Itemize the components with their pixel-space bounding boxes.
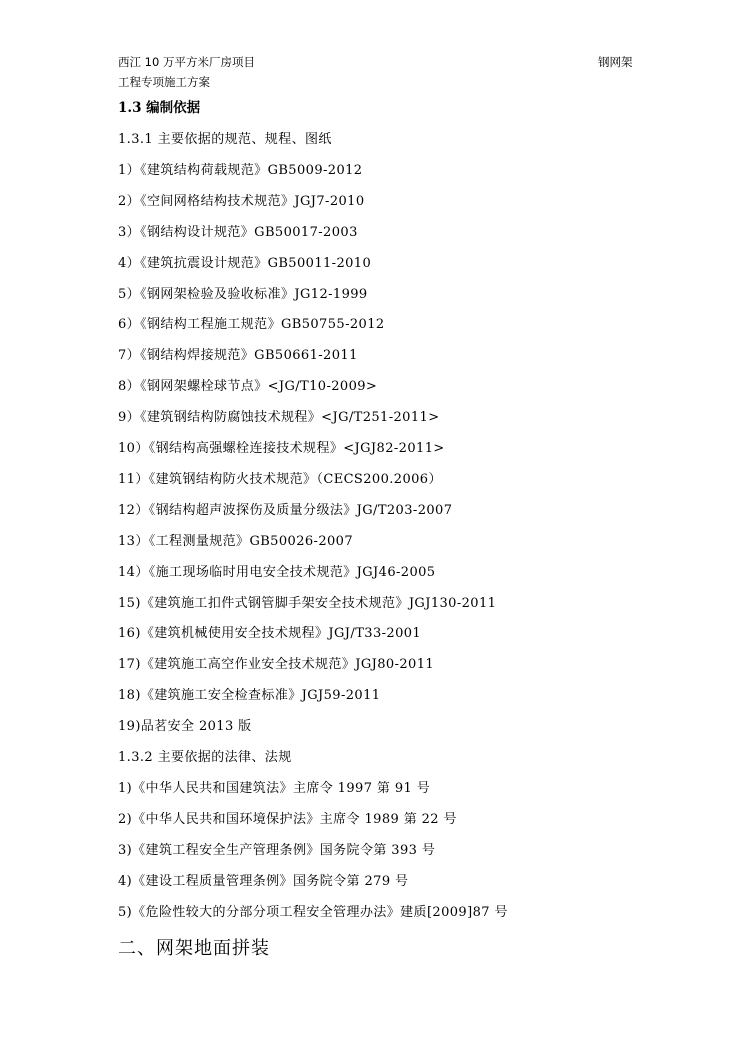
reference-item: 17)《建筑施工高空作业安全技术规范》JGJ80-2011 (118, 657, 435, 673)
reference-item: 14）《施工现场临时用电安全技术规范》JGJ46-2005 (118, 564, 436, 580)
subsection-heading: 1.3.2 主要依据的法律、法规 (118, 750, 292, 765)
header-subtitle: 工程专项施工方案 (118, 75, 210, 89)
header-document-type: 钢网架 (598, 55, 633, 69)
reference-item: 13）《工程测量规范》GB50026-2007 (118, 533, 354, 549)
reference-item: 7）《钢结构焊接规范》GB50661-2011 (118, 348, 358, 364)
reference-item: 9）《建筑钢结构防腐蚀技术规程》<JG/T251-2011> (118, 410, 440, 426)
section-title: 1.3 编制依据 (118, 100, 201, 116)
chapter-title: 二、网架地面拼装 (118, 938, 270, 959)
reference-item: 2)《中华人民共和国环境保护法》主席令 1989 第 22 号 (118, 811, 457, 827)
reference-item: 19)品茗安全 2013 版 (118, 719, 252, 735)
reference-item: 3）《钢结构设计规范》GB50017-2003 (118, 224, 358, 240)
reference-item: 15)《建筑施工扣件式钢管脚手架安全技术规范》JGJ130-2011 (118, 595, 497, 611)
reference-item: 12）《钢结构超声波探伤及质量分级法》JG/T203-2007 (118, 502, 453, 518)
reference-item: 5)《危险性较大的分部分项工程安全管理办法》建质[2009]87 号 (118, 904, 508, 920)
reference-item: 16)《建筑机械使用安全技术规程》JGJ/T33-2001 (118, 626, 422, 642)
reference-item: 4)《建设工程质量管理条例》国务院令第 279 号 (118, 873, 409, 889)
reference-item: 10）《钢结构高强螺栓连接技术规程》<JGJ82-2011> (118, 441, 445, 456)
reference-item: 8）《钢网架螺栓球节点》<JG/T10-2009> (118, 379, 378, 395)
reference-item: 1)《中华人民共和国建筑法》主席令 1997 第 91 号 (118, 780, 431, 796)
reference-item: 6）《钢结构工程施工规范》GB50755-2012 (118, 317, 385, 333)
reference-item: 5）《钢网架检验及验收标准》JG12-1999 (118, 286, 368, 302)
reference-item: 4）《建筑抗震设计规范》GB50011-2010 (118, 255, 372, 271)
reference-item: 2）《空间网格结构技术规范》JGJ7-2010 (118, 193, 365, 209)
subsection-heading: 1.3.1 主要依据的规范、规程、图纸 (118, 132, 332, 147)
reference-item: 11）《建筑钢结构防火技术规范》（CECS200.2006） (118, 471, 442, 487)
reference-item: 1）《建筑结构荷载规范》GB5009-2012 (118, 162, 363, 178)
reference-item: 3)《建筑工程安全生产管理条例》国务院令第 393 号 (118, 842, 436, 858)
header-project-name: 西江 10 万平方米厂房项目 (118, 55, 255, 69)
reference-item: 18)《建筑施工安全检查标准》JGJ59-2011 (118, 688, 381, 704)
